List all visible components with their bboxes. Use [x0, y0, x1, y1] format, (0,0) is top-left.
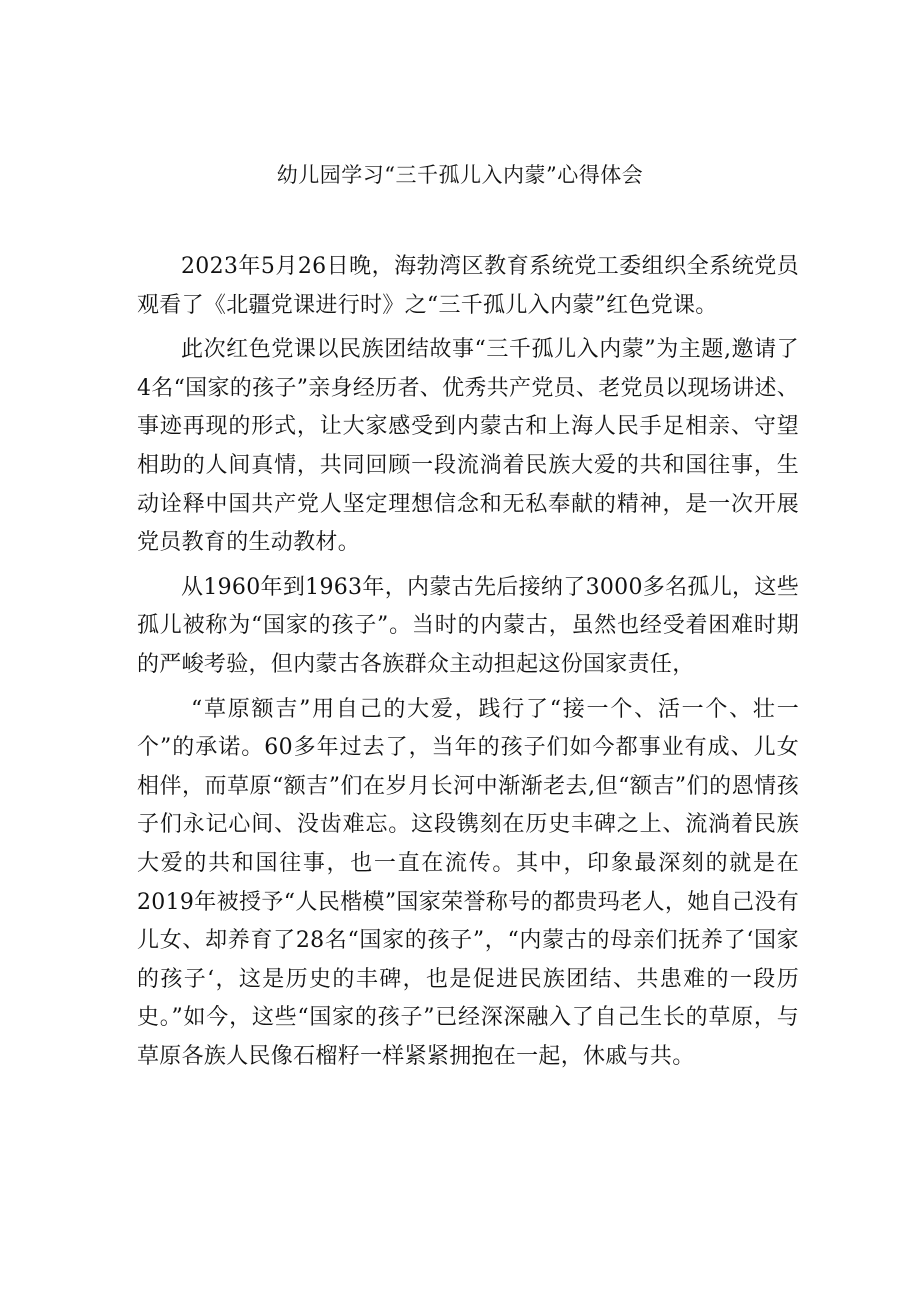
paragraph: 从1960年到1963年，内蒙古先后接纳了3000多名孤儿，这些孤儿被称为“国家的孩子”。当时的内蒙古，虽然也经受着困难时期的严峻考验，但内蒙古各族群众主动担起这份国家责任，: [137, 574, 799, 677]
paragraph: 此次红色党课以民族团结故事“三千孤儿入内蒙”为主题,邀请了4名“国家的孩子”亲身经历者、优秀共产党员、老党员以现场讲述、事迹再现的形式，让大家感受到内蒙古和上海人民手足相亲、守望相助的人间真情，共同回顾一段流淌着民族大爱的共和国往事，生动诠释中国共产党人坚定理想信念和无私奉献的精神，是一次开展党员教育的生动教材。: [137, 337, 799, 556]
document-body: [137, 248, 799, 1082]
paragraph: “草原额吉”用自己的大爱，践行了“接一个、活一个、壮一个”的承诺。60多年过去了，当年的孩子们如今都事业有成、儿女相伴，而草原“额吉”们在岁月长河中渐渐老去,但“额吉”们的恩情孩子们永记心间、没齿难忘。这段镌刻在历史丰碑之上、流淌着民族大爱的共和国往事，也一直在流传。其中，印象最深刻的就是在2019年被授予“人民楷模”国家荣誉称号的都贵玛老人，她自己没有儿女、却养育了28名“国家的孩子”，“内蒙古的母亲们抚养了‘国家的孩子‘，这是历史的丰碑，也是促进民族团结、共患难的一段历史。”如今，这些“国家的孩子”已经深深融入了自己生长的草原，与草原各族人民像石榴籽一样紧紧拥抱在一起，休戚与共。: [137, 696, 799, 1069]
paragraph: 2023年5月26日晚，海勃湾区教育系统党工委组织全系统党员观看了《北疆党课进行时》之“三千孤儿入内蒙”红色党课。: [137, 254, 799, 318]
document-title: 幼儿园学习“三千孤儿入内蒙”心得体会: [276, 163, 644, 187]
